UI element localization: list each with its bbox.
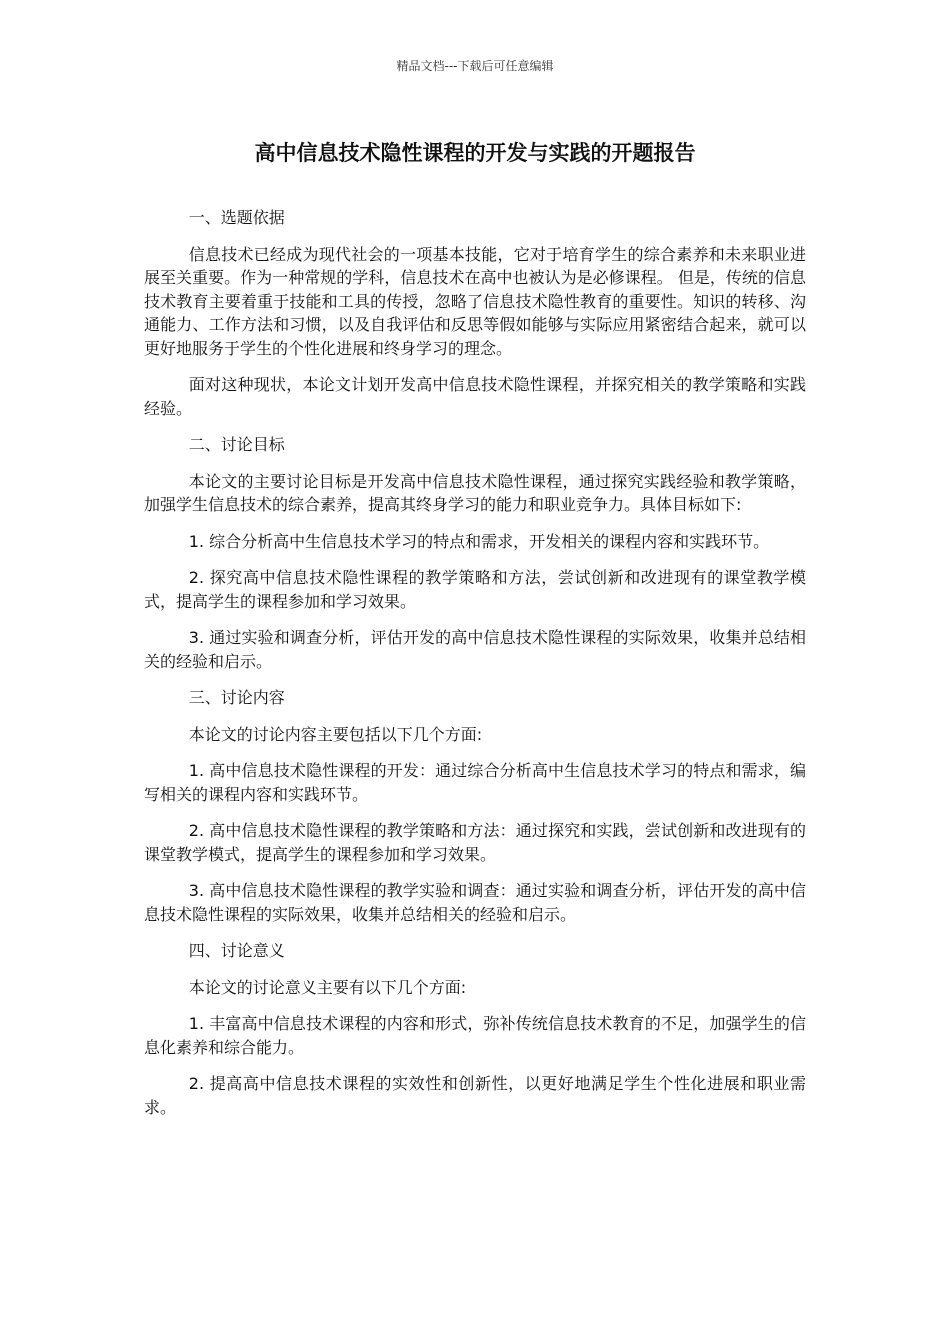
document-title: 高中信息技术隐性课程的开发与实践的开题报告	[254, 141, 696, 165]
list-item: 1. 综合分析高中生信息技术学习的特点和需求，开发相关的课程内容和实践环节。	[188, 531, 770, 551]
paragraph: 信息技术已经成为现代社会的一项基本技能，它对于培育学生的综合素养和未来职业进展至关重要。作为一种常规的学科，信息技术在高中也被认为是必修课程。 但是，传统的信息技术教育主要着重于技能和工具的传授，忽略了信息技术隐性教育的重要性。知识的转移、沟通能力、工作方法和习惯，以及自我评估和反思等假如能够与实际应用紧密结合起来，就可以更好地服务于学生的个性化进展和终身学习的理念。	[144, 244, 806, 358]
list-item: 2. 提高高中信息技术课程的实效性和创新性，以更好地满足学生个性化进展和职业需求。	[144, 1074, 806, 1117]
paragraph: 面对这种现状，本论文计划开发高中信息技术隐性课程，并探究相关的教学策略和实践经验。	[144, 375, 806, 418]
list-item: 1. 高中信息技术隐性课程的开发：通过综合分析高中生信息技术学习的特点和需求，编写相关的课程内容和实践环节。	[144, 761, 806, 804]
list-item: 3. 高中信息技术隐性课程的教学实验和调查：通过实验和调查分析，评估开发的高中信息技术隐性课程的实际效果，收集并总结相关的经验和启示。	[144, 881, 806, 924]
section-heading-significance: 四、讨论意义	[188, 941, 285, 960]
header-note: 精品文档---下载后可任意编辑	[396, 59, 554, 73]
paragraph: 本论文的主要讨论目标是开发高中信息技术隐性课程，通过探究实践经验和教学策略，加强学生信息技术的综合素养，提高其终身学习的能力和职业竞争力。具体目标如下:	[144, 471, 806, 514]
section-heading-content: 三、讨论内容	[188, 688, 285, 707]
list-item: 1. 丰富高中信息技术课程的内容和形式，弥补传统信息技术教育的不足，加强学生的信息化素养和综合能力。	[144, 1014, 806, 1057]
list-item: 3. 通过实验和调查分析，评估开发的高中信息技术隐性课程的实际效果，收集并总结相关的经验和启示。	[144, 628, 806, 671]
section-heading-goals: 二、讨论目标	[188, 435, 285, 454]
section-heading-basis: 一、选题依据	[188, 208, 285, 227]
paragraph: 本论文的讨论内容主要包括以下几个方面:	[188, 724, 483, 744]
list-item: 2. 高中信息技术隐性课程的教学策略和方法：通过探究和实践，尝试创新和改进现有的课堂教学模式，提高学生的课程参加和学习效果。	[144, 821, 806, 864]
list-item: 2. 探究高中信息技术隐性课程的教学策略和方法，尝试创新和改进现有的课堂教学模式，提高学生的课程参加和学习效果。	[144, 568, 806, 611]
paragraph: 本论文的讨论意义主要有以下几个方面:	[188, 977, 467, 997]
document-body	[144, 206, 806, 1132]
